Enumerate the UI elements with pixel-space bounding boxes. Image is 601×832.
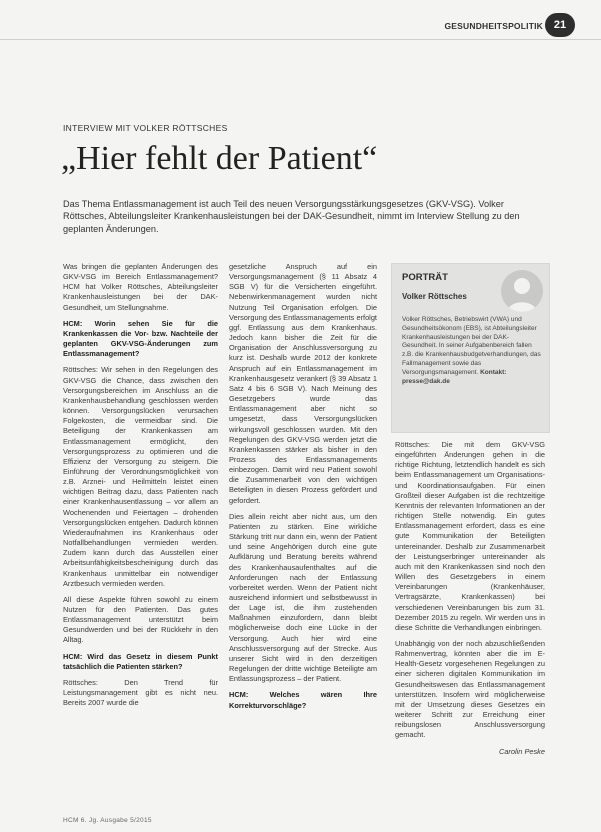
- author-signature: Carolin Peske: [498, 746, 545, 756]
- article-column-3: [395, 440, 545, 757]
- portrait-name: Volker Röttsches: [402, 292, 467, 301]
- page-footer: HCM 6. Jg. Ausgabe 5/2015: [63, 817, 152, 824]
- interview-question: HCM: Wird das Gesetz in diesem Punkt tatsächlich die Patienten stärken?: [63, 651, 218, 671]
- interview-answer: Röttsches: Die mit dem GKV-VSG eingeführten Änderungen gehen in die richtige Richtung, letztendlich handelt es sich beim Entlassmanagement um Organisations- und Koordinationsaufgaben. Für einen Großteil dieser Aufgaben ist die rechtzeitige Kenntnis der relevanten Informationen an der richtigen Stelle notwendig. Ein gutes Entlassmanagement erfordert, dass es eine gute Kommunikation der Beteiligten untereinander. Deshalb zur Zusammenarbeit der Leistungserbringer untereinander als auch mit den Krankenkassen sind noch den Willen des Gesetzgebers in einem Vereinbarungen (Krankenhäuser, Vertragsärzte, Krankenkassen) bei verschiedenen Vereinbarungen bis zum 31. Dezember 2015 zu regeln. Wir werden uns in diese Schritte die Verhandlungen einbringen.: [395, 440, 545, 632]
- interview-answer: Röttsches: Wir sehen in den Regelungen des GKV-VSG die Chance, dass zwischen den Versorgungsbereichen im Anschluss an die Krankenhausbehandlung geschlossen werden können. Versorgungslücken verursachen Folgekosten, die vermeidbar sind. Die Beteiligung der Krankenkassen am Entlassmanagement ermöglicht, den Versorgungsprozess zu optimieren und die Effizienz der Versorgung zu steigern. Die Einführung der Verordnungsmöglichkeit von z.B. Arznei- und Heilmitteln leistet einen wichtigen Beitrag dazu, dass Patienten nach einer Krankenhausentlassung – vor allem an Wochenenden und Feiertagen – drohenden Versorgungslücken entgehen. Dadurch können Wiederaufnahmen ins Krankenhaus oder Notfallbehandlungen vermieden werden. Zudem kann durch das Ausstellen einer Arbeitsunfähigkeitsbescheinigung durch das Krankenhaus unmittelbar ein notwendiger Arztbesuch vermieden werden.: [63, 365, 218, 588]
- portrait-title: PORTRÄT: [402, 272, 448, 283]
- interview-answer: Dies allein reicht aber nicht aus, um den Patienten zu stärken. Eine wirkliche Stärkung tritt nur dann ein, wenn der Patient und seine Angehörigen durch eine gute Aufklärung und Beratung bereits während des Krankenhausaufenthaltes auf die Anforderungen nach der Entlassung vorbereitet werden. Wenn der Patient nicht ausreichend informiert und selbstbewusst in der Lage ist, die ihm zustehenden Maßnahmen einzufordern, dann bleibt möglicherweise doch eine Lücke in der Versorgung. Auch hier wird eine Anschlussversorgung auf der Strecke. Aus unserer Sicht wird in den derzeitigen Regelungen der dritte wichtige Beteiligte am Entlassungsprozess – der Patient.: [229, 511, 377, 684]
- portrait-bio: [402, 316, 542, 386]
- section-label: GESUNDHEITSPOLITIK: [444, 21, 543, 31]
- article-lead: Das Thema Entlassmanagement ist auch Teil des neuen Versorgungsstärkungsgesetzes (GKV-VSG). Volker Röttsches, Abteilungsleiter Krankenhausleistungen bei der DAK-Gesundheit, nimmt im Interview Stellung zu den geplanten Änderungen.: [63, 199, 520, 234]
- page-number: 21: [553, 19, 567, 31]
- page-number-badge: [545, 13, 575, 37]
- interview-answer: Unabhängig von der noch abzuschließenden Rahmenvertrag, könnten aber die im E-Health-Gesetz vorgesehenen Regelungen zu einer sicheren digitalen Kommunikation im Gesundheitswesen das Entlassmanagement unterstützen. Insofern wird möglicherweise mit der Umsetzung dieses Gesetzes ein weiterer Schritt zur Erreichung einer reibungslosen Anschlussversorgung gemacht.: [395, 638, 545, 740]
- article-column-1: [63, 262, 218, 714]
- interview-answer: Röttsches: Den Trend für Leistungsmanagement gibt es nicht neu. Bereits 2007 wurde die: [63, 677, 218, 708]
- person-icon: [501, 270, 543, 312]
- article-kicker: INTERVIEW MIT VOLKER RÖTTSCHES: [63, 123, 228, 133]
- avatar: [501, 270, 543, 312]
- portrait-bio-text: Volker Röttsches, Betriebswirt (VWA) und Gesundheitsökonom (EBS), ist Abteilungsleiter Krankenhausleistungen bei der DAK-Gesundheit. In seiner Aufgabenbereich fallen z.B. die Krankenhausbudgetverhandlungen, das Fallmanagement sowie das Versorgungsmanagement.: [402, 316, 541, 376]
- article-column-2: [229, 262, 377, 717]
- portrait-box: [391, 263, 550, 433]
- portrait-contact: Kontakt: presse@dak.de: [402, 368, 507, 385]
- header-divider: [0, 39, 601, 40]
- intro-paragraph: Was bringen die geplanten Änderungen des GKV-VSG im Bereich Entlassmanagement? HCM hat Volker Röttsches, Abteilungsleiter Krankenhausleistungen bei der DAK-Gesundheit, um Stellungnahme.: [63, 262, 218, 312]
- article-headline: „Hier fehlt der Patient“: [61, 140, 378, 177]
- interview-answer: gesetzliche Anspruch auf ein Versorgungsmanagement (§ 11 Absatz 4 SGB V) für die Versicherten eingeführt. Nebenwirkenmanagement wurden nicht Nutzung Teil Organisation erfolgen. Die Versorgung des Entlassmanagements erfolgt ggf. Entlassung aus dem Krankenhaus. Jedoch kann bisher die Zeit für die Organisation der Anschlussversorgung zu kurz ist. Deshalb wurde 2012 der konkrete Anspruch auf ein Entlassmanagement im Krankenhausgesetz verankert (§ 39 Absatz 1 Satz 4 bis 6 SGB V). Nach Meinung des Gesetzgebers wurde das Entlassmanagement aber nicht so umgesetzt, dass Versorgungslücken wirkungsvoll geschlossen wurden. Mit den Regelungen des GKV-VSG werden jetzt die Krankenkassen stärker als bisher in den Prozess des Entlassmanagements einbezogen. Damit wird neu Patient sowohl die Zusammenarbeit von den wichtigen Beteiligten in diesen Prozess gefördert und gefordert.: [229, 262, 377, 505]
- interview-question: HCM: Worin sehen Sie für die Krankenkassen die Vor- bzw. Nachteile der geplanten GKV-VSG-Änderungen zum Entlassmanagement?: [63, 318, 218, 359]
- interview-answer: All diese Aspekte führen sowohl zu einem Nutzen für den Patienten. Das gutes Entlassmanagement unterstützt beim Gesundwerden und bei der Rückkehr in den Alltag.: [63, 594, 218, 645]
- interview-question: HCM: Welches wären Ihre Korrekturvorschläge?: [229, 690, 377, 710]
